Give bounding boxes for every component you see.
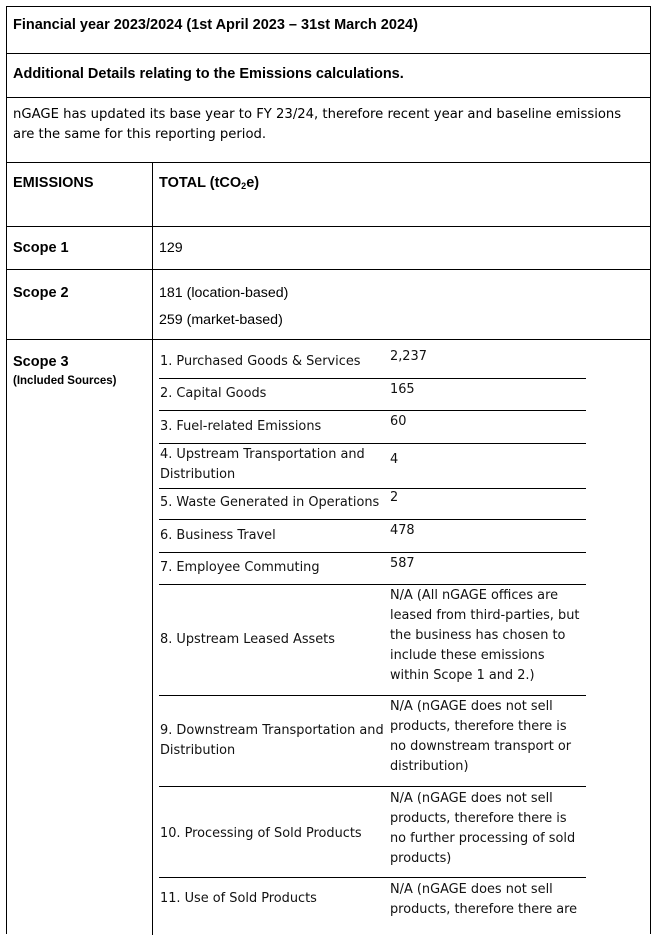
base-year-note-row bbox=[7, 98, 650, 163]
scope3-label: Scope 3 bbox=[13, 354, 69, 370]
scope3-item-name: 7. Employee Commuting bbox=[160, 560, 320, 575]
scope1-value: 129 bbox=[159, 240, 183, 256]
scope1-label: Scope 1 bbox=[13, 240, 69, 256]
scope3-item-name: 2. Capital Goods bbox=[160, 386, 267, 401]
scope3-item-name: 4. Upstream Transportation and Distribution bbox=[160, 447, 365, 482]
subrow-divider bbox=[159, 786, 586, 787]
emissions-document bbox=[6, 6, 651, 934]
scope3-item-name: 11. Use of Sold Products bbox=[160, 891, 317, 906]
scope3-item-name: 5. Waste Generated in Operations bbox=[160, 495, 380, 510]
total-column-header: TOTAL (tCO$_2$e) bbox=[159, 175, 260, 191]
scope3-item-name: 1. Purchased Goods & Services bbox=[160, 354, 361, 369]
scope3-item-value: N/A (nGAGE does not sell products, therefore there is no further processing of sold products) bbox=[390, 791, 576, 866]
scope3-item-name: 3. Fuel-related Emissions bbox=[160, 419, 322, 434]
subrow-divider bbox=[159, 552, 586, 553]
scope3-item-value: 60 bbox=[390, 414, 407, 429]
scope3-item-value: 165 bbox=[390, 382, 415, 397]
scope2-location-value: 181 (location-based) bbox=[159, 285, 289, 301]
row-divider bbox=[7, 269, 650, 270]
scope2-label: Scope 2 bbox=[13, 285, 69, 301]
scope3-item-value: 478 bbox=[390, 523, 415, 538]
subrow-divider bbox=[159, 519, 586, 520]
scope3-item-name: 6. Business Travel bbox=[160, 528, 276, 543]
scope3-item-name: 10. Processing of Sold Products bbox=[160, 826, 362, 841]
scope2-market-value: 259 (market-based) bbox=[159, 312, 283, 328]
scope3-item-value: 4 bbox=[390, 452, 399, 467]
scope3-item-value: N/A (nGAGE does not sell products, therefore there is no downstream transport or distribution) bbox=[390, 699, 572, 774]
scope3-sublabel: (Included Sources) bbox=[13, 375, 117, 387]
row-divider bbox=[7, 226, 650, 227]
subrow-divider bbox=[159, 695, 586, 696]
subrow-divider bbox=[159, 584, 586, 585]
financial-year-row bbox=[7, 7, 650, 54]
base-year-note: nGAGE has updated its base year to FY 23/24, therefore recent year and baseline emissions are the same for this reporting period. bbox=[13, 107, 622, 142]
scope3-item-value: N/A (nGAGE does not sell products, therefore there are bbox=[390, 882, 578, 917]
scope3-item-value: 587 bbox=[390, 556, 415, 571]
financial-year-title: Financial year 2023/2024 (1st April 2023 – 31st March 2024) bbox=[13, 17, 418, 33]
subrow-divider bbox=[159, 410, 586, 411]
subrow-divider bbox=[159, 443, 586, 444]
column-divider bbox=[152, 163, 153, 935]
scope3-item-name: 8. Upstream Leased Assets bbox=[160, 632, 335, 647]
scope3-item-value: N/A (All nGAGE offices are leased from third-parties, but the business has chosen to include these emissions within Scope 1 and 2.) bbox=[390, 588, 580, 683]
row-divider bbox=[7, 339, 650, 340]
emissions-column-header: EMISSIONS bbox=[13, 175, 94, 191]
scope3-item-name: 9. Downstream Transportation and Distribution bbox=[160, 723, 384, 758]
subrow-divider bbox=[159, 877, 586, 878]
scope3-item-value: 2,237 bbox=[390, 349, 427, 364]
subrow-divider bbox=[159, 378, 586, 379]
additional-details-heading: Additional Details relating to the Emissions calculations. bbox=[13, 66, 404, 82]
additional-details-row bbox=[7, 54, 650, 98]
scope3-item-value: 2 bbox=[390, 490, 399, 505]
